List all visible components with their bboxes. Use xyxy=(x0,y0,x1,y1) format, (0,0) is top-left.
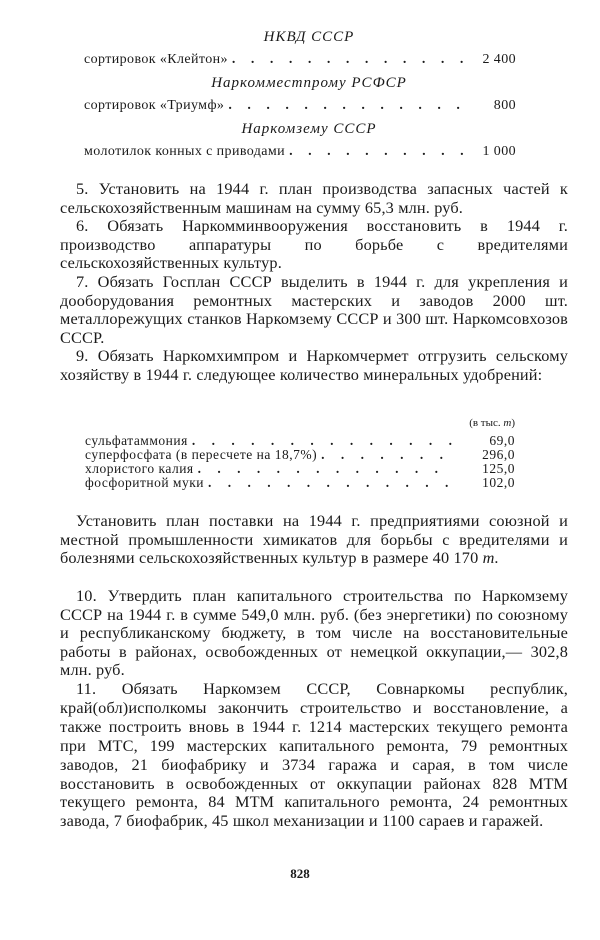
body-text-block xyxy=(60,512,568,568)
paragraph-6: 6. Обязать Наркомминвооружения восстановить в 1944 г. производство аппаратуры по борьбе с вредителями сельскохозяйственных культур. xyxy=(60,216,568,273)
dot-leader xyxy=(192,434,455,448)
unit-prefix: (в тыс. xyxy=(469,417,501,429)
allocation-item-label: сортировок «Клейтон» xyxy=(84,52,228,67)
unit-suffix: ) xyxy=(511,417,515,429)
unit-italic: т xyxy=(503,417,512,429)
paragraph-chemicals xyxy=(60,512,568,568)
fertilizer-value: 102,0 xyxy=(482,475,515,490)
fertilizer-value: 125,0 xyxy=(482,461,515,476)
fertilizer-label: суперфосфата (в пересчете на 18,7%) xyxy=(85,447,318,462)
chemicals-text: Установить план поставки на 1944 г. предприятиями союзной и местной промышленности химикатов для борьбы с вредителями и болезнями сельскохозяйственных культур в размере 40 170 xyxy=(60,511,568,568)
fertilizer-row xyxy=(85,434,515,448)
dot-leader xyxy=(208,476,455,490)
unit-caption xyxy=(85,416,515,434)
allocation-group-heading: Наркомзему СССР xyxy=(241,121,377,137)
paragraph-9: 9. Обязать Наркомхимпром и Наркомчермет отгрузить сельскому хозяйству в 1944 г. следующее количество минеральных удобрений: xyxy=(60,346,568,384)
fertilizer-label: фосфоритной муки xyxy=(85,475,205,490)
paragraph-7: 7. Обязать Госплан СССР выделить в 1944 г. для укрепления и дооборудования ремонтных мастерских и заводов 2000 шт. металлорежущих станков Наркомзему СССР и 300 шт. Наркомсовхозов СССР. xyxy=(60,271,568,347)
body-text-block xyxy=(60,587,568,680)
fertilizer-row xyxy=(85,448,515,462)
fertilizer-label: хлористого калия xyxy=(85,461,194,476)
allocation-table xyxy=(84,26,516,164)
paragraph-10: 10. Утвердить план капитального строительства по Наркомзему СССР на 1944 г. в сумме 549,0 млн. руб. (без энергетики) по союзному и республиканскому бюджету, в том числе на восстановительные работы в районах, освобожденных от немецкой оккупации,— 302,8 млн. руб. xyxy=(60,586,568,680)
allocation-item-value: 2 400 xyxy=(482,52,516,67)
fertilizer-label: сульфатаммония xyxy=(85,433,188,448)
allocation-item-label: молотилок конных с приводами xyxy=(84,144,286,159)
page-number: 828 xyxy=(290,866,310,881)
allocation-group-heading: НКВД СССР xyxy=(263,29,355,45)
dot-leader xyxy=(289,140,470,164)
fertilizer-row xyxy=(85,476,515,490)
dot-leader xyxy=(321,448,455,462)
fertilizer-value: 296,0 xyxy=(482,447,515,462)
dot-leader xyxy=(228,94,470,118)
dot-leader xyxy=(198,462,455,476)
allocation-row xyxy=(84,94,516,118)
allocation-item-value: 1 000 xyxy=(482,144,516,159)
fertilizer-table xyxy=(85,416,515,490)
fertilizer-value: 69,0 xyxy=(489,433,515,448)
allocation-row xyxy=(84,48,516,72)
allocation-item-value: 800 xyxy=(493,98,516,113)
chemicals-unit: т. xyxy=(482,548,499,568)
fertilizer-row xyxy=(85,462,515,476)
allocation-row xyxy=(84,140,516,164)
paragraph-11: 11. Обязать Наркомзем СССР, Совнаркомы республик, край(обл)исполкомы закончить строительство и восстановление, а также построить вновь в 1944 г. 1214 мастерских текущего ремонта при МТС, 199 мастерских капитального ремонта, 79 ремонтных заводов, 21 биофабрику и 3734 гаража и сарая, в том числе восстановить в освобожденных от оккупации районах 828 МТМ текущего ремонта, 84 МТМ капитального ремонта, 24 ремонтных завода, 7 биофабрик, 45 школ механизации и 1100 сараев и гаражей. xyxy=(60,679,568,831)
body-text-block xyxy=(60,680,568,831)
allocation-item-label: сортировок «Триумф» xyxy=(84,98,225,113)
paragraph-5: 5. Установить на 1944 г. план производства запасных частей к сельскохозяйственным машинам на сумму 65,3 млн. руб. xyxy=(60,179,568,217)
dot-leader xyxy=(232,48,470,72)
body-text-block xyxy=(60,180,568,385)
allocation-group-heading: Наркомместпрому РСФСР xyxy=(211,75,407,91)
